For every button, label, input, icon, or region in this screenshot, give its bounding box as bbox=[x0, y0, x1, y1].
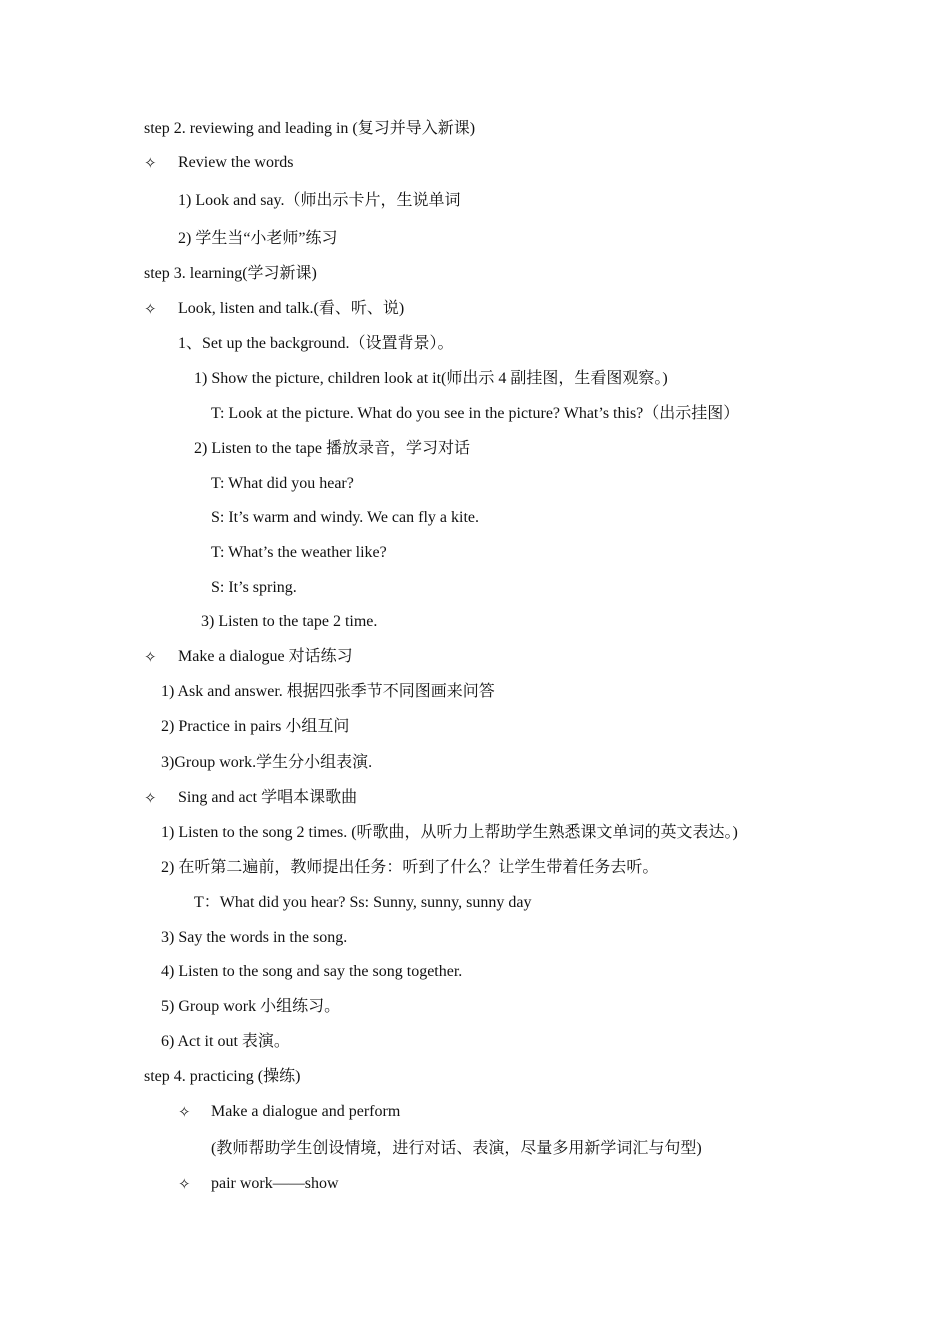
act-out-line: 6) Act it out 表演。 bbox=[161, 1033, 290, 1050]
look-and-say-line: 1) Look and say.（师出示卡片，生说单词 bbox=[178, 192, 461, 209]
listen-sing-together-line: 4) Listen to the song and say the song together. bbox=[161, 963, 463, 980]
listen-tape-2-line: 3) Listen to the tape 2 time. bbox=[201, 613, 378, 630]
say-words-line: 3) Say the words in the song. bbox=[161, 929, 348, 946]
review-words-item: Review the words bbox=[178, 154, 294, 171]
teacher-students-sunny-line: T：What did you hear? Ss: Sunny, sunny, sunny day bbox=[194, 894, 532, 911]
diamond-bullet-icon: ✧ bbox=[144, 300, 157, 318]
group-work-line: 3)Group work.学生分小组表演. bbox=[161, 754, 373, 771]
diamond-bullet-icon: ✧ bbox=[178, 1103, 191, 1121]
step-2-heading: step 2. reviewing and leading in (复习并导入新课) bbox=[144, 120, 476, 137]
diamond-bullet-icon: ✧ bbox=[144, 648, 157, 666]
sing-act-item: Sing and act 学唱本课歌曲 bbox=[178, 789, 358, 806]
setup-background-line: 1、Set up the background.（设置背景）。 bbox=[178, 335, 454, 352]
teacher-look-picture-line: T: Look at the picture. What do you see in the picture? What’s this?（出示挂图） bbox=[211, 405, 740, 422]
group-work-practice-line: 5) Group work 小组练习。 bbox=[161, 998, 341, 1015]
teacher-help-line: (教师帮助学生创设情境，进行对话、表演，尽量多用新学词汇与句型) bbox=[211, 1140, 702, 1157]
step-4-heading: step 4. practicing (操练) bbox=[144, 1068, 301, 1085]
second-listen-line: 2) 在听第二遍前，教师提出任务：听到了什么？让学生带着任务去听。 bbox=[161, 859, 659, 876]
teacher-what-hear-line: T: What did you hear? bbox=[211, 475, 354, 492]
practice-pairs-line: 2) Practice in pairs 小组互问 bbox=[161, 718, 350, 735]
pair-work-item: pair work——show bbox=[211, 1175, 339, 1192]
diamond-bullet-icon: ✧ bbox=[144, 154, 157, 172]
small-teacher-line: 2) 学生当“小老师”练习 bbox=[178, 230, 338, 247]
ask-answer-line: 1) Ask and answer. 根据四张季节不同图画来问答 bbox=[161, 683, 495, 700]
make-dialogue-item: Make a dialogue 对话练习 bbox=[178, 648, 353, 665]
diamond-bullet-icon: ✧ bbox=[144, 789, 157, 807]
step-3-heading: step 3. learning(学习新课) bbox=[144, 265, 317, 282]
show-picture-line: 1) Show the picture, children look at it(师出示 4 副挂图，生看图观察。) bbox=[194, 370, 668, 387]
listen-song-line: 1) Listen to the song 2 times. (听歌曲，从听力上帮助学生熟悉课文单词的英文表达。) bbox=[161, 824, 738, 841]
look-listen-talk-item: Look, listen and talk.(看、听、说) bbox=[178, 300, 405, 317]
listen-tape-line: 2) Listen to the tape 播放录音，学习对话 bbox=[194, 440, 470, 457]
student-warm-windy-line: S: It’s warm and windy. We can fly a kite. bbox=[211, 509, 479, 526]
student-spring-line: S: It’s spring. bbox=[211, 579, 297, 596]
teacher-weather-line: T: What’s the weather like? bbox=[211, 544, 387, 561]
dialogue-perform-item: Make a dialogue and perform bbox=[211, 1103, 401, 1120]
diamond-bullet-icon: ✧ bbox=[178, 1175, 191, 1193]
